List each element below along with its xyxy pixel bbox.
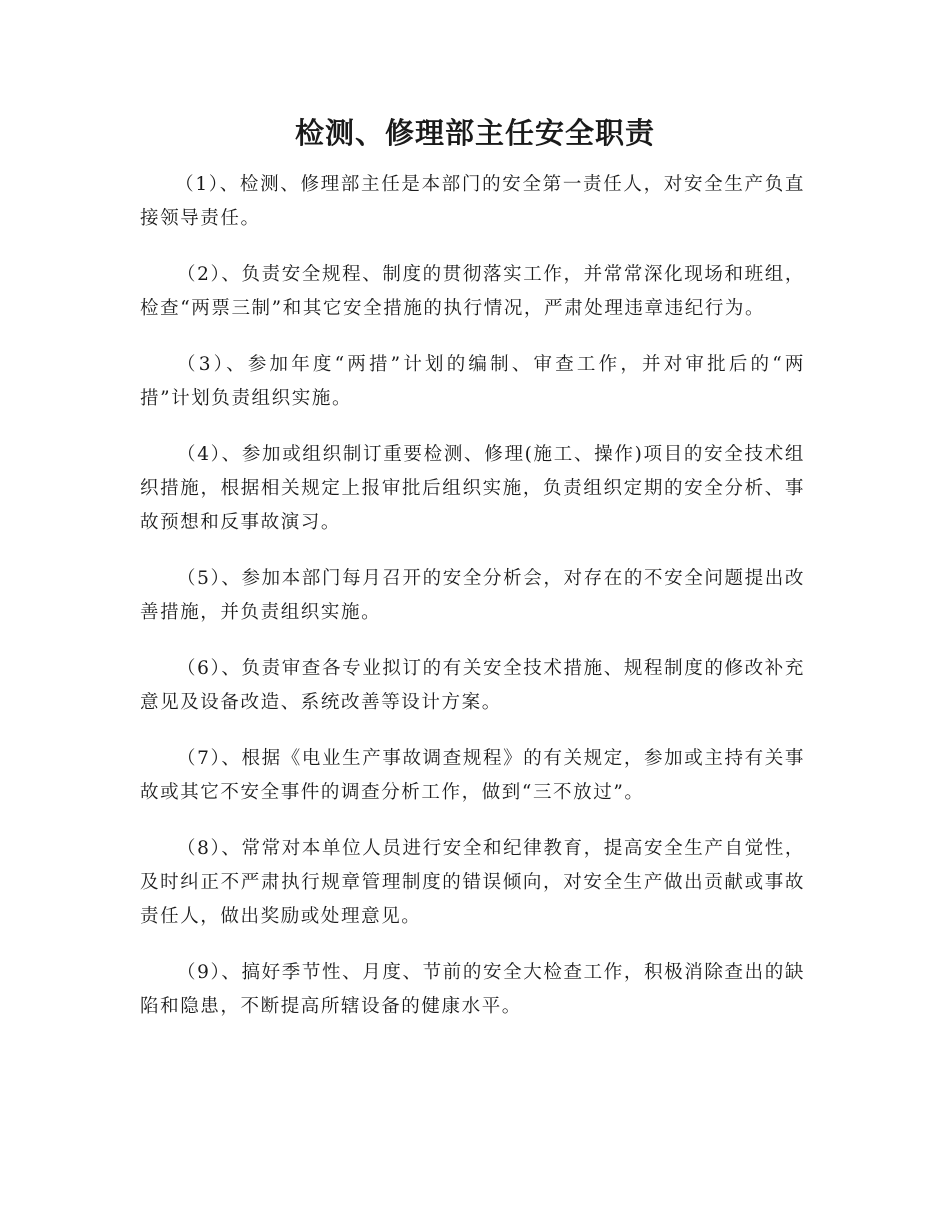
paragraph-4: （4）、参加或组织制订重要检测、修理(施工、操作)项目的安全技术组织措施，根据相关规定上报审批后组织实施，负责组织定期的安全分析、事故预想和反事故演习。 [140, 444, 805, 533]
paragraph-5: （5）、参加本部门每月召开的安全分析会，对存在的不安全问题提出改善措施，并负责组织实施。 [140, 568, 805, 623]
paragraph-7: （7）、根据《电业生产事故调查规程》的有关规定，参加或主持有关事故或其它不安全事件的调查分析工作，做到“三不放过”。 [140, 748, 805, 803]
paragraph-2: （2）、负责安全规程、制度的贯彻落实工作，并常常深化现场和班组，检查“两票三制”和其它安全措施的执行情况，严肃处理违章违纪行为。 [140, 264, 805, 319]
document-body [140, 168, 805, 1046]
paragraph-3: （3）、参加年度“两措”计划的编制、审查工作，并对审批后的“两措”计划负责组织实施。 [140, 354, 805, 409]
paragraph-8: （8）、常常对本单位人员进行安全和纪律教育，提高安全生产自觉性，及时纠正不严肃执行规章管理制度的错误倾向，对安全生产做出贡献或事故责任人，做出奖励或处理意见。 [140, 838, 805, 927]
paragraph-6: （6）、负责审查各专业拟订的有关安全技术措施、规程制度的修改补充意见及设备改造、系统改善等设计方案。 [140, 658, 805, 713]
paragraph-9: （9）、搞好季节性、月度、节前的安全大检查工作，积极消除查出的缺陷和隐患，不断提高所辖设备的健康水平。 [140, 962, 805, 1017]
paragraph-1: （1）、检测、修理部主任是本部门的安全第一责任人，对安全生产负直接领导责任。 [140, 174, 805, 229]
document-title: 检测、修理部主任安全职责 [294, 116, 655, 150]
